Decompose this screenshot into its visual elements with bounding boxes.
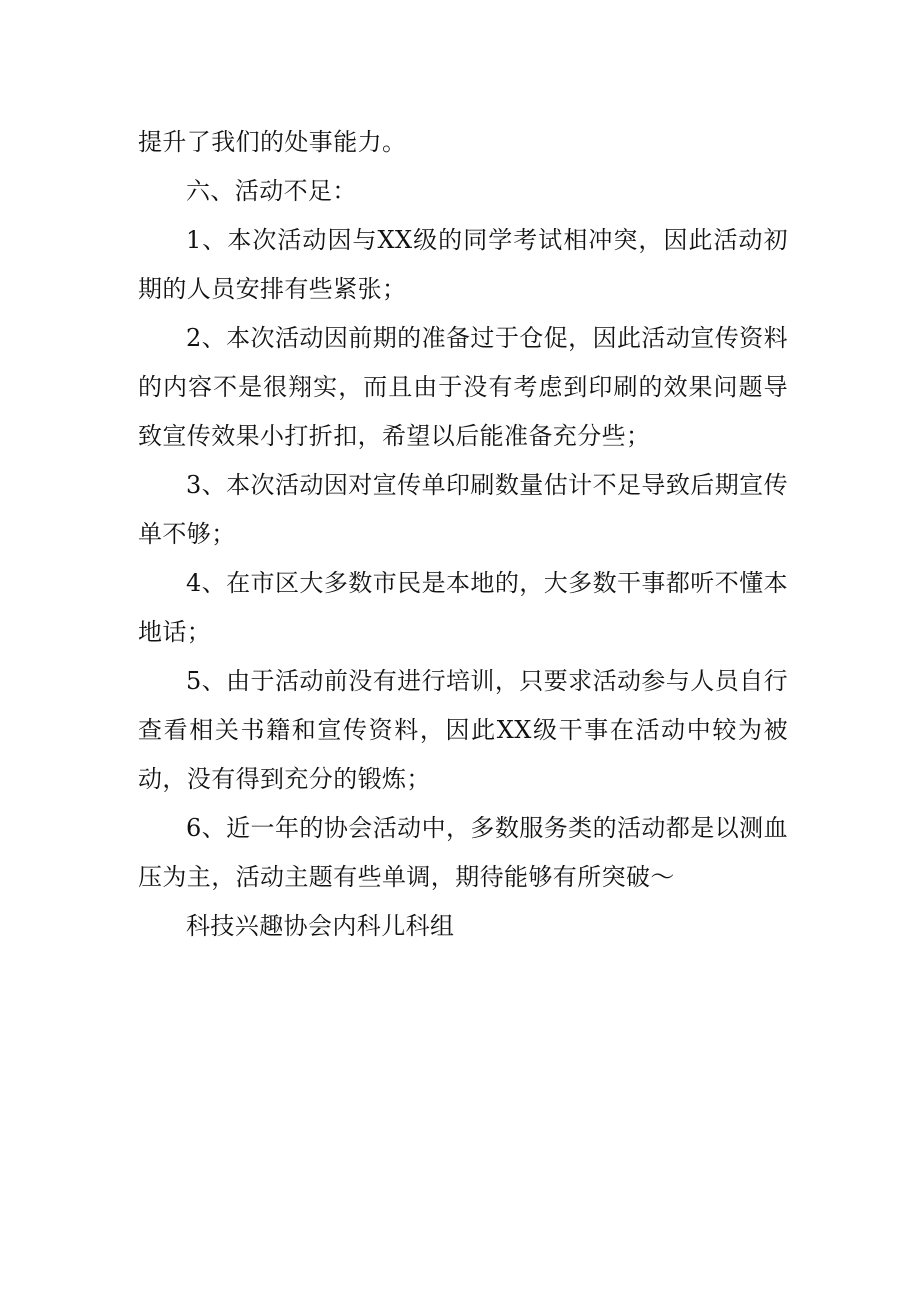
paragraph-continuation: 提升了我们的处事能力。 bbox=[138, 128, 407, 156]
signature-organization: 科技兴趣协会内科儿科组 bbox=[186, 912, 455, 940]
list-item-6: 6、近一年的协会活动中，多数服务类的活动都是以测血压为主，活动主题有些单调，期待能够有所突破～ bbox=[138, 814, 788, 891]
document-body bbox=[138, 118, 788, 951]
list-item-5: 5、由于活动前没有进行培训，只要求活动参与人员自行查看相关书籍和宣传资料，因此XX级干事在活动中较为被动，没有得到充分的锻炼； bbox=[138, 667, 788, 793]
list-item-3: 3、本次活动因对宣传单印刷数量估计不足导致后期宣传单不够； bbox=[138, 471, 788, 548]
list-item-4: 4、在市区大多数市民是本地的，大多数干事都听不懂本地话； bbox=[138, 569, 788, 646]
list-item-1: 1、本次活动因与XX级的同学考试相冲突，因此活动初期的人员安排有些紧张； bbox=[138, 226, 788, 303]
list-item-2: 2、本次活动因前期的准备过于仓促，因此活动宣传资料的内容不是很翔实，而且由于没有考虑到印刷的效果问题导致宣传效果小打折扣，希望以后能准备充分些； bbox=[138, 324, 788, 450]
section-heading-shortcomings: 六、活动不足： bbox=[186, 177, 357, 205]
